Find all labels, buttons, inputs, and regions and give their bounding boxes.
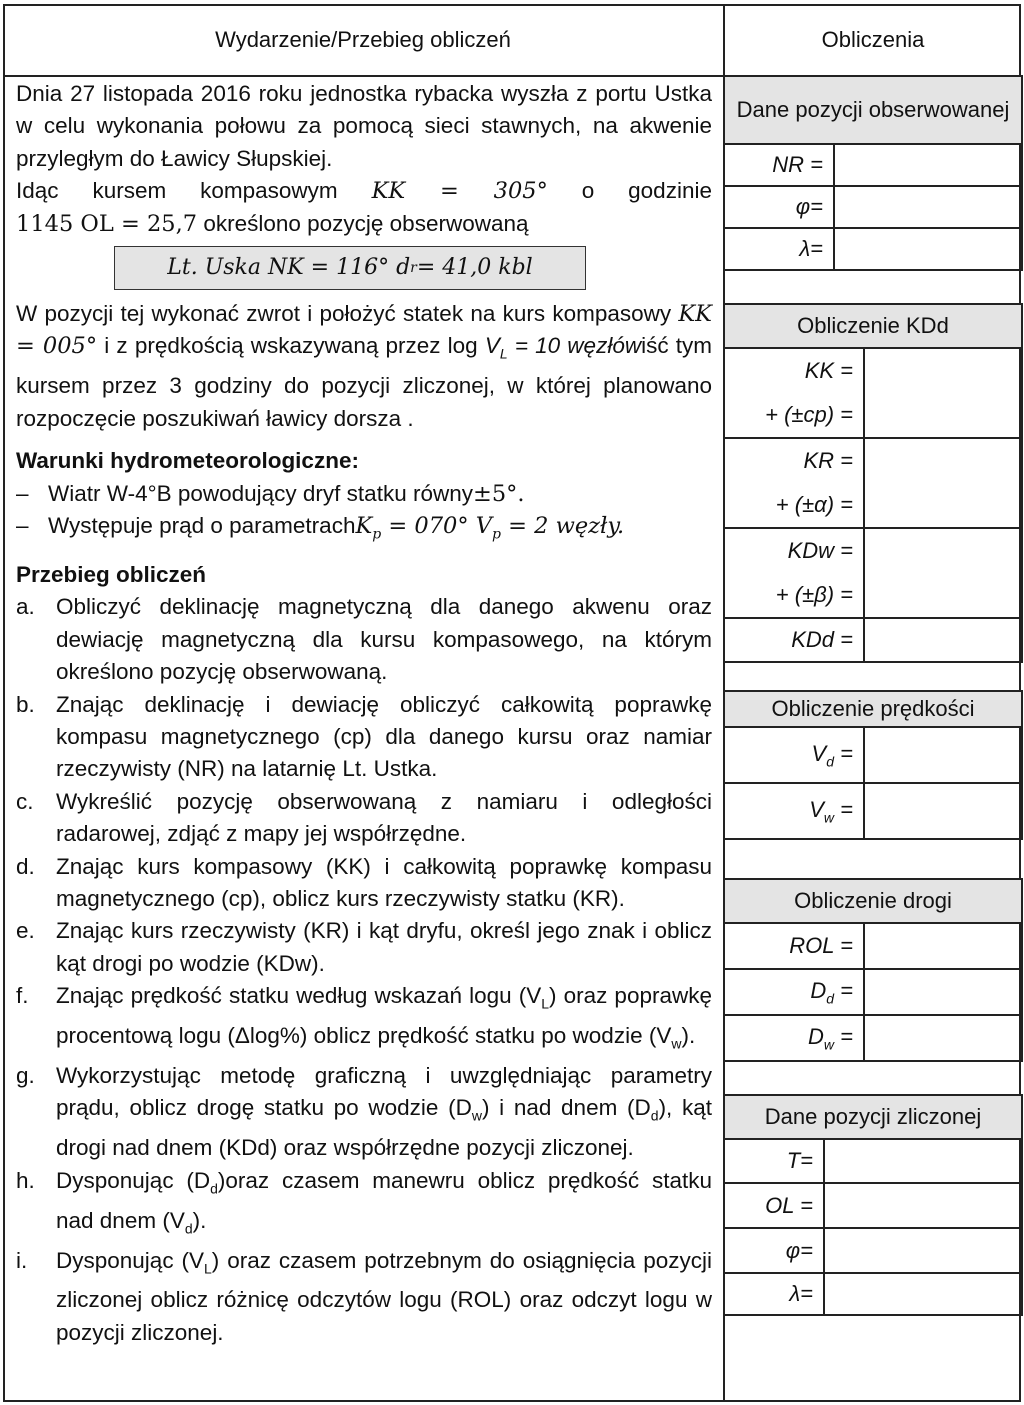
intro-line-course: Idąc kursem kompasowym KK = 305° o godzinie [16,178,712,205]
answer-cell[interactable] [864,618,1022,662]
list-item: h. Dysponując $(D_d)oraz$ czasem manewru oblicz prędkość statku nad dnem $(V_d)$. [16,1167,712,1237]
answer-cell[interactable] [864,727,1022,783]
list-item: c. Wykreślić pozycję obserwowaną z namiaru i odległości radarowej, zdjąć z mapy jej współrzędne. [16,788,712,847]
table-title: Obliczenie KDd [724,304,1022,348]
compass-course-formula: KK = 305° [371,178,548,205]
answer-cell[interactable] [824,1183,1022,1228]
speed-table: Obliczenie prędkości $V_d$ = $V_w$ = [723,690,1023,840]
maneuver-paragraph: W pozycji tej wykonać zwrot i położyć statek na kurs kompasowy KK = 005° i z prędkością wskazywaną przez $\log V_L = 10$ węzłówiść tym kursem przez 3 godziny do pozycji zliczonej, w której planowano rozpoczęcie poszukiwań ławicy dorsza . [16,301,712,431]
intro-paragraph: Dnia 27 listopada 2016 roku jednostka rybacka wyszła z portu Ustka w celu wykonania połowu za pomocą sieci stawnych, na akwenie przyległym do Ławicy Słupskiej. [16,81,712,171]
distance-table: Obliczenie drogi ROL = $D_d$ = $D_w$ = [723,878,1023,1062]
answer-cell[interactable] [864,438,1022,528]
list-item: i. Dysponując $(V_L)$ oraz czasem potrzebnym do osiągnięcia pozycji zliczonej oblicz różnicę odczytów logu (ROL) oraz odczyt logu w pozycji zliczonej. [16,1247,712,1345]
table-title: Dane pozycji obserwowanej [724,76,1022,144]
answer-cell[interactable] [824,1273,1022,1315]
list-item: g. Wykorzystując metodę graficzną i uwzględniając parametry prądu, oblicz drogę statku po wodzie $(D_w)$ i nad dnem $(D_d)$, kąt drogi nad dnem (KDd) oraz współrzędne pozycji zliczonej. [16,1062,713,1161]
header-calculations: Obliczenia [821,26,925,52]
conditions-title: Warunki hydrometeorologiczne: [16,448,359,474]
kdd-table: Obliczenie KDd KK = + (±cp) = KR = + (±α) = KDw = + (±β) = KDd = [723,303,1023,663]
answer-cell[interactable] [834,186,1022,228]
list-item: e. Znając kurs rzeczywisty (KR) i kąt dryfu, określ jego znak i oblicz kąt drogi po wodzie (KDw). [16,918,712,976]
steps-list [16,591,712,1349]
list-item: b. Znając deklinację i dewiację obliczyć całkowitą poprawkę kompasu magnetycznego (cp) dla danego kursu oraz namiar rzeczywisty (NR) na latarnię Lt. Ustka. [16,691,712,782]
answer-cell[interactable] [864,783,1022,839]
steps-title: Przebieg obliczeń [16,561,207,587]
list-item: a. Obliczyć deklinację magnetyczną dla danego akwenu oraz dewiację magnetyczną dla kursu kompasowego, na którym określono pozycję obserwowaną. [16,594,712,685]
events-column [16,78,712,1349]
answer-cell[interactable] [834,228,1022,270]
list-item: f. Znając prędkość statku według wskazań logu $(V_L)$ oraz poprawkę procentową logu (Δlog%) oblicz prędkość statku po wodzie $(V_w)$. [16,983,712,1052]
intro-line-time: 1145 OL = 25,7 określono pozycję obserwowaną [16,210,529,237]
answer-cell[interactable] [824,1139,1022,1183]
answer-cell[interactable] [834,144,1022,186]
answer-cell[interactable] [864,1015,1022,1061]
condition-item: – Wiatr W-4°B powodujący dryf statku równy±5°. [16,480,525,507]
answer-cell[interactable] [864,528,1022,618]
observed-position-table: Dane pozycji obserwowanej NR = φ= λ= [723,75,1023,271]
answer-cell[interactable] [864,348,1022,438]
table-title: Dane pozycji zliczonej [724,1095,1022,1139]
header-events: Wydarzenie/Przebieg obliczeń [215,26,511,52]
table-title: Obliczenie prędkości [724,691,1022,727]
answer-cell[interactable] [864,923,1022,969]
answer-cell[interactable] [864,969,1022,1015]
answer-cell[interactable] [824,1228,1022,1273]
table-title: Obliczenie drogi [724,879,1022,923]
list-item: d. Znając kurs kompasowy (KK) i całkowitą poprawkę kompasu magnetycznego (cp), oblicz kurs rzeczywisty statku (KR). [16,853,712,911]
observation-box: Lt. Uska NK = 116° d r = 41,0 kbl [114,246,586,290]
dead-reckoning-table: Dane pozycji zliczonej T= OL = φ= λ= [723,1094,1023,1316]
condition-item: – Występuje prąd o parametrachK$_p$ = 070° $V_p = 2$ węzły. [16,512,625,543]
